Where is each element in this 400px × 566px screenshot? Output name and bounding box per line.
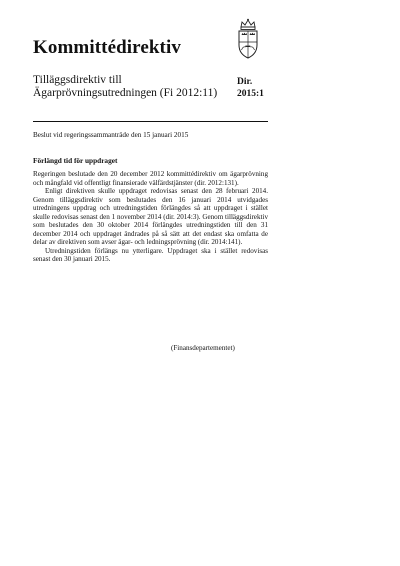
- directive-number: [237, 77, 264, 100]
- header-divider: [33, 121, 268, 122]
- decision-line: Beslut vid regeringssammanträde den 15 januari 2015: [33, 131, 189, 139]
- paragraph: Regeringen beslutade den 20 december 2012 kommittédirektiv om ägarprövning och mångfald vid offentligt finansierade välfärdstjänster (dir. 2012:131).: [33, 170, 268, 187]
- department-signature: (Finansdepartementet): [171, 344, 235, 352]
- document-subtitle: Tilläggsdirektiv till Ägarprövningsutredningen (Fi 2012:11): [33, 74, 218, 99]
- document-title: Kommittédirektiv: [33, 37, 181, 58]
- section-body: [33, 170, 268, 264]
- dir-label: Dir.: [237, 77, 253, 87]
- swedish-coat-of-arms-icon: [233, 18, 263, 62]
- section-heading: Förlängd tid för uppdraget: [33, 156, 118, 165]
- paragraph: Enligt direktiven skulle uppdraget redovisas senast den 28 februari 2014. Genom tilläggsdirektiv som beslutades den 16 januari 2014 utvidgades utredningens uppdrag och utredningstiden förlängdes så att uppdraget i stället skulle redovisas senast den 1 november 2014 (dir. 2014:3). Genom tilläggsdirektiv som beslutades den 30 oktober 2014 förlängdes utredningstiden till den 31 december 2014 och uppdraget ändrades på så sätt att det endast ska omfatta de delar av direktiven som avser ägar- och ledningsprövning (dir. 2014:141).: [33, 187, 268, 247]
- paragraph: Utredningstiden förlängs nu ytterligare. Uppdraget ska i stället redovisas senast den 30 januari 2015.: [33, 246, 268, 264]
- dir-number: 2015:1: [237, 88, 264, 99]
